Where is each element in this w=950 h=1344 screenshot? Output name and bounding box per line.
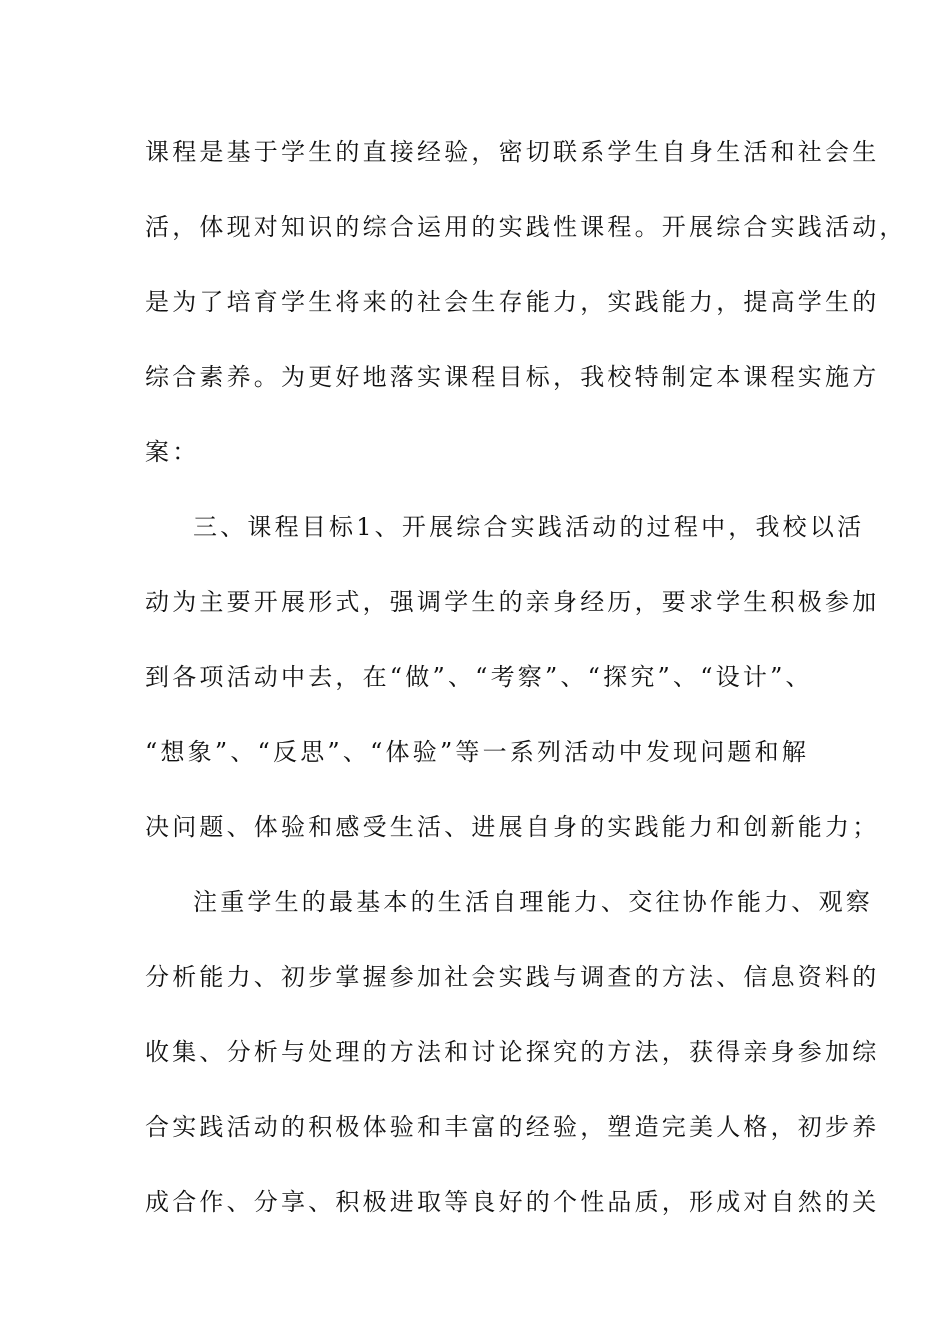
- text-line: 分析能力、初步掌握参加社会实践与调查的方法、信息资料的: [145, 963, 880, 991]
- text-line: 决问题、体验和感受生活、进展自身的实践能力和创新能力；: [145, 813, 880, 841]
- text-line: 是为了培育学生将来的社会生存能力，实践能力，提高学生的: [145, 288, 880, 316]
- section-heading-line: 三、课程目标1、开展综合实践活动的过程中，我校以活: [193, 513, 865, 541]
- paragraph-start-line: 注重学生的最基本的生活自理能力、交往协作能力、观察: [193, 888, 873, 916]
- text-line: 收集、分析与处理的方法和讨论探究的方法，获得亲身参加综: [145, 1038, 880, 1066]
- text-line: “想象”、“反思”、“体验”等一系列活动中发现问题和解: [145, 738, 810, 766]
- text-line: 到各项活动中去，在“做”、“考察”、“探究”、“设计”、: [145, 663, 813, 691]
- text-line: 课程是基于学生的直接经验，密切联系学生自身生活和社会生: [145, 138, 880, 166]
- text-line: 动为主要开展形式，强调学生的亲身经历，要求学生积极参加: [145, 588, 880, 616]
- text-line: 成合作、分享、积极进取等良好的个性品质，形成对自然的关: [145, 1188, 880, 1216]
- text-line: 案：: [145, 438, 200, 466]
- text-line: 活，体现对知识的综合运用的实践性课程。开展综合实践活动，: [145, 213, 907, 241]
- text-line: 综合素养。为更好地落实课程目标，我校特制定本课程实施方: [145, 363, 880, 391]
- text-line: 合实践活动的积极体验和丰富的经验，塑造完美人格，初步养: [145, 1113, 880, 1141]
